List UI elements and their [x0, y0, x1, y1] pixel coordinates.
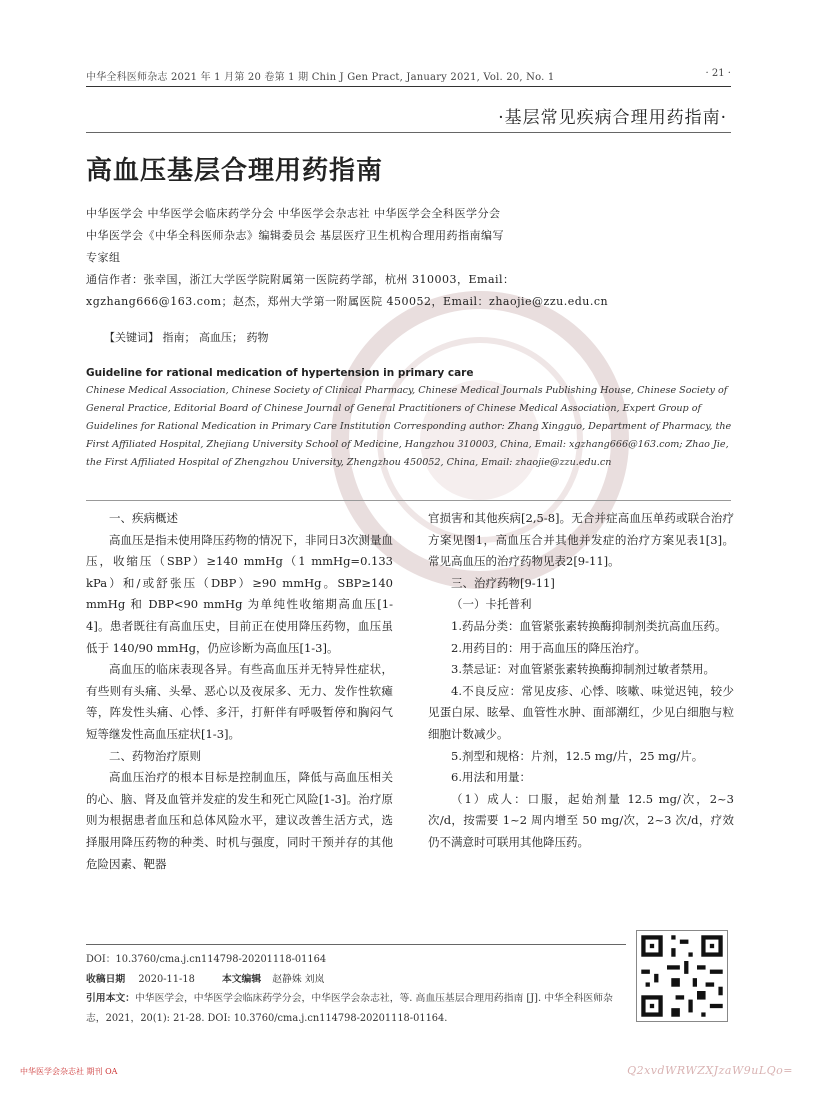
section-heading: 二、药物治疗原则 — [109, 748, 201, 763]
author-block — [86, 203, 736, 313]
footer-rule — [86, 944, 626, 945]
list-item: 6.用法和用量： — [451, 770, 531, 785]
section-rule — [86, 500, 731, 501]
english-title: Guideline for rational medication of hypertension in primary care — [86, 367, 474, 379]
editor-label: 本文编辑 — [221, 973, 262, 985]
right-column — [428, 508, 734, 854]
list-item: 1.药品分类：血管紧张素转换酶抑制剂类抗高血压药。 — [451, 618, 727, 633]
bottom-watermark-code: Q2xvdWRWZXJzaW9uLQo= — [627, 1064, 793, 1077]
publisher-logo: 中华医学会杂志社 期刊 OA — [20, 1067, 118, 1076]
paragraph: 高血压治疗的根本目标是控制血压，降低与高血压相关的心、脑、肾及血管并发症的发生和死亡风险[1-3]。治疗原则为根据患者血压和总体风险水平，建议改善生活方式，选择服用降压药物的种类、时机与强度，同时干预并存的其他危险因素、靶器 — [86, 770, 393, 871]
list-item: 5.剂型和规格：片剂，12.5 mg/片，25 mg/片。 — [451, 748, 704, 763]
footer-block — [86, 950, 626, 1028]
english-abstract — [86, 364, 736, 472]
keywords: 【关键词】 指南； 高血压； 药物 — [104, 331, 269, 344]
subsection-heading: （一）卡托普利 — [451, 597, 532, 612]
column-title: ·基层常见疾病合理用药指南· — [498, 108, 727, 128]
received-line — [86, 970, 626, 990]
author-line: 专家组 — [86, 251, 121, 264]
doi: DOI：10.3760/cma.j.cn114798-20201118-01164 — [86, 954, 327, 965]
section-heading: 三、治疗药物[9-11] — [451, 575, 555, 590]
author-line: 中华医学会 中华医学会临床药学分会 中华医学会杂志社 中华医学会全科医学分会 — [86, 207, 501, 220]
section-heading: 一、疾病概述 — [109, 511, 178, 525]
journal-header: 中华全科医师杂志 2021 年 1 月第 20 卷第 1 期 Chin J Gen Pract, January 2021, Vol. 20, No. 1 — [86, 72, 555, 83]
received-date: 2020-11-18 — [138, 973, 195, 985]
qr-code-icon — [636, 930, 728, 1022]
author-line: 中华医学会《中华全科医师杂志》编辑委员会 基层医疗卫生机构合理用药指南编写 — [86, 229, 504, 242]
list-item: （1）成人：口服，起始剂量 12.5 mg/次，2~3 次/d，按需要 1~2 周内增至 50 mg/次，2~3 次/d，疗效仍不满意时可联用其他降压药。 — [428, 791, 734, 849]
title-rule — [86, 132, 731, 133]
list-item: 2.用药目的：用于高血压的降压治疗。 — [451, 640, 646, 655]
citation — [86, 989, 626, 1028]
paragraph: 官损害和其他疾病[2,5-8]。无合并症高血压单药或联合治疗方案见图1，高血压合并其他并发症的治疗方案见表1[3]。常见高血压的治疗药物见表2[9-11]。 — [428, 511, 734, 569]
list-item: 4.不良反应：常见皮疹、心悸、咳嗽、味觉迟钝，较少见蛋白尿、眩晕、血管性水肿、面部潮红，少见白细胞与粒细胞计数减少。 — [428, 683, 734, 741]
left-column — [86, 508, 393, 875]
citation-label: 引用本文： — [86, 993, 135, 1004]
list-item: 3.禁忌证：对血管紧张素转换酶抑制剂过敏者禁用。 — [451, 662, 715, 677]
correspondence-line: 通信作者：张幸国，浙江大学医学院附属第一医院药学部，杭州 310003，Email： — [86, 273, 515, 286]
article-title: 高血压基层合理用药指南 — [86, 156, 384, 186]
english-authors: Chinese Medical Association, Chinese Society of Clinical Pharmacy, Chinese Medical Journals Publishing House, Chinese Society of General Practice, Editorial Board of Chinese Journal of General Practitioners of Chinese Medical Association, Expert Group of Guidelines for Rational Medication in Primary Care Institution Corresponding author: Zhang Xingguo, Department of Pharmacy, the First Affiliated Hospital, Zhejiang University School of Medicine, Hangzhou 310003, China, Email: xgzhang666@163.com; Zhao Jie, the First Affiliated Hospital of Zhengzhou University, Zhengzhou 450052, China, Email: zhaojie@zzu.edu.cn — [86, 385, 732, 468]
citation-text: 中华医学会，中华医学会临床药学分会，中华医学会杂志社，等. 高血压基层合理用药指南 [J]. 中华全科医师杂志，2021，20(1): 21-28. DOI: 10.3760/cma.j.cn114798-20201118-01164. — [86, 993, 613, 1024]
editor-names: 赵静姝 刘岚 — [272, 973, 325, 985]
page-number: · 21 · — [705, 68, 731, 79]
received-label: 收稿日期 — [86, 973, 126, 985]
paragraph: 高血压是指未使用降压药物的情况下，非同日3次测量血压，收缩压（SBP）≥140 mmHg（1 mmHg=0.133 kPa）和/或舒张压（DBP）≥90 mmHg。SBP≥140 mmHg 和 DBP<90 mmHg 为单纯性收缩期高血压[1-4]。患者既往有高血压史，目前正在使用降压药物，血压虽低于 140/90 mmHg，仍应诊断为高血压[1-3]。 — [86, 532, 393, 655]
correspondence-line: xgzhang666@163.com；赵杰，郑州大学第一附属医院 450052，Email：zhaojie@zzu.edu.cn — [86, 295, 609, 308]
header-rule — [86, 86, 731, 87]
paragraph: 高血压的临床表现各异。有些高血压并无特异性症状，有些则有头痛、头晕、恶心以及夜尿多、无力、发作性软瘫等，阵发性头痛、心悸、多汗，打鼾伴有呼吸暂停和胸闷气短等继发性高血压症状[1-3]。 — [86, 662, 393, 741]
